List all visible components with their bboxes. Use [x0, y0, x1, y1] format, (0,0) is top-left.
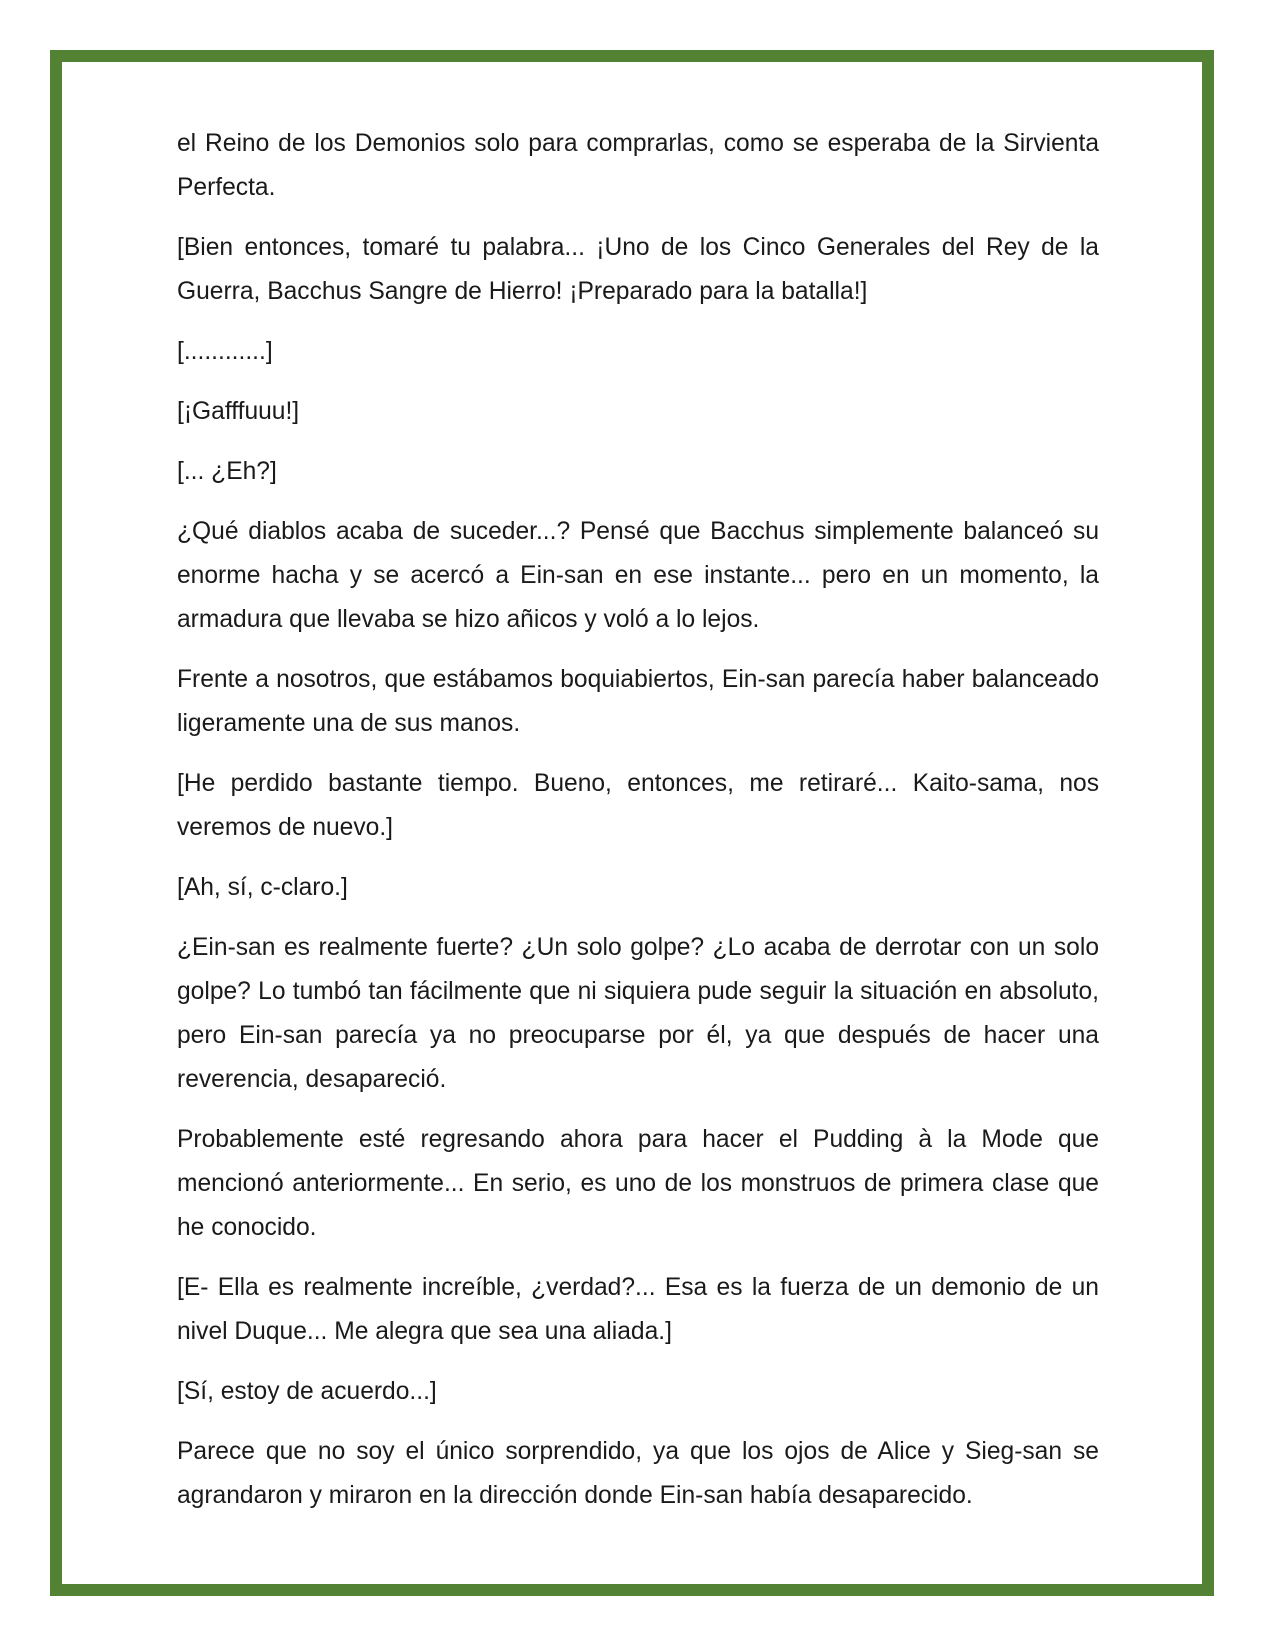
- document-body: [177, 122, 1099, 1534]
- paragraph: [... ¿Eh?]: [177, 458, 277, 485]
- paragraph: [Sí, estoy de acuerdo...]: [177, 1378, 437, 1405]
- paragraph: [............]: [177, 338, 273, 365]
- paragraph: Probablemente esté regresando ahora para hacer el Pudding à la Mode que mencionó anteriormente... En serio, es uno de los monstruos de primera clase que he conocido.: [177, 1126, 1099, 1241]
- paragraph: [Bien entonces, tomaré tu palabra... ¡Uno de los Cinco Generales del Rey de la Guerra, Bacchus Sangre de Hierro! ¡Preparado para la batalla!]: [177, 234, 1099, 305]
- paragraph: [Ah, sí, c-claro.]: [177, 874, 348, 901]
- paragraph: [¡Gafffuuu!]: [177, 398, 300, 425]
- paragraph: [He perdido bastante tiempo. Bueno, entonces, me retiraré... Kaito-sama, nos veremos de nuevo.]: [177, 770, 1099, 841]
- paragraph: Frente a nosotros, que estábamos boquiabiertos, Ein-san parecía haber balanceado ligeramente una de sus manos.: [177, 666, 1099, 737]
- paragraph: ¿Qué diablos acaba de suceder...? Pensé que Bacchus simplemente balanceó su enorme hacha y se acercó a Ein-san en ese instante... pero en un momento, la armadura que llevaba se hizo añicos y voló a lo lejos.: [177, 518, 1099, 633]
- paragraph: el Reino de los Demonios solo para comprarlas, como se esperaba de la Sirvienta Perfecta.: [177, 130, 1099, 201]
- paragraph: ¿Ein-san es realmente fuerte? ¿Un solo golpe? ¿Lo acaba de derrotar con un solo golpe? Lo tumbó tan fácilmente que ni siquiera pude seguir la situación en absoluto, pero Ein-san parecía ya no preocuparse por él, ya que después de hacer una reverencia, desapareció.: [177, 934, 1099, 1093]
- paragraph: [E- Ella es realmente increíble, ¿verdad?... Esa es la fuerza de un demonio de un nivel Duque... Me alegra que sea una aliada.]: [177, 1274, 1099, 1345]
- paragraph: Parece que no soy el único sorprendido, ya que los ojos de Alice y Sieg-san se agrandaron y miraron en la dirección donde Ein-san había desaparecido.: [177, 1438, 1099, 1509]
